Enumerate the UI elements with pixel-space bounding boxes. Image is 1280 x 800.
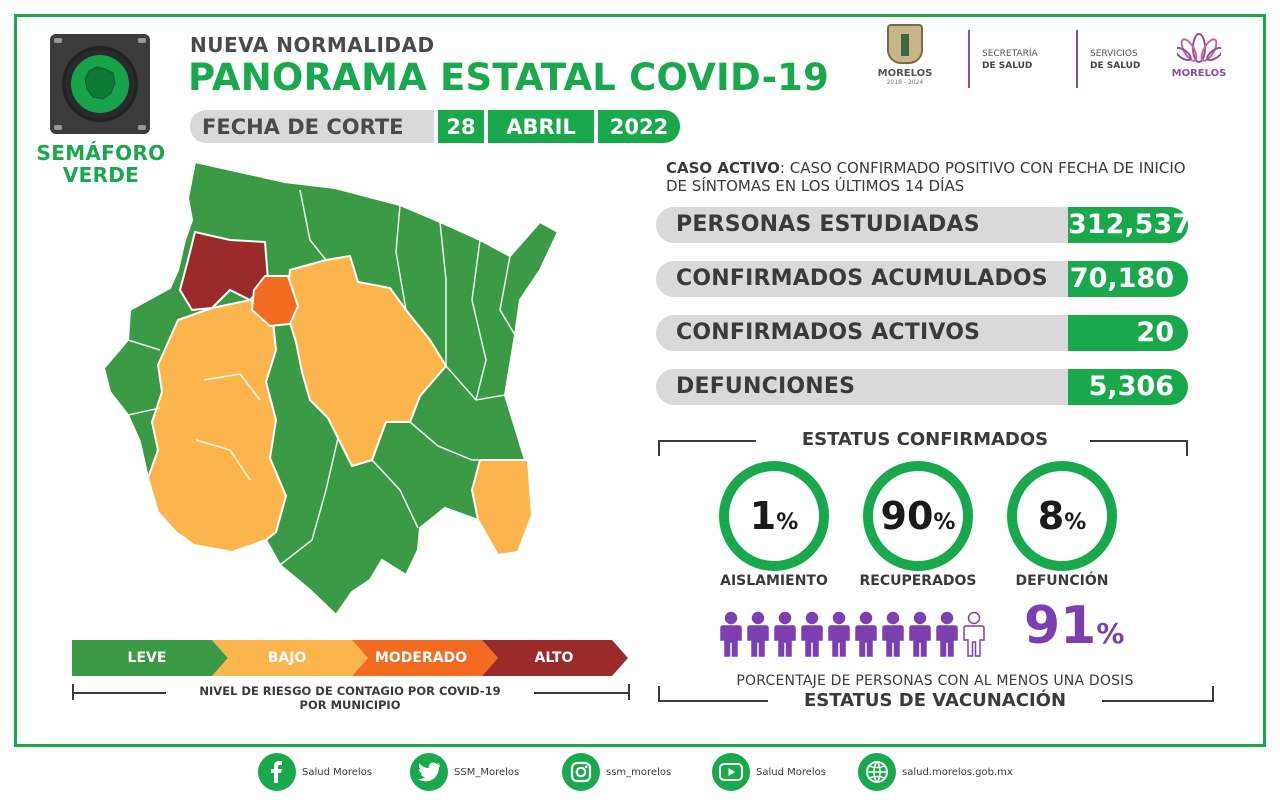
person-vaccinated-icon: [775, 613, 795, 657]
date-day: 28: [438, 110, 484, 143]
stat-value: 70,180: [1068, 261, 1188, 297]
footer-facebook[interactable]: Salud Morelos: [258, 752, 372, 792]
map-region-bajo-east: [472, 460, 532, 555]
vaccination-percentage: 91%: [1024, 596, 1125, 656]
stat-value: 312,537: [1068, 207, 1188, 243]
instagram-icon[interactable]: [562, 753, 600, 791]
logo-divider: [968, 30, 970, 88]
stat-confirmados-activos: [656, 315, 1188, 351]
person-vaccinated-icon: [748, 613, 768, 657]
person-vaccinated-icon: [802, 613, 822, 657]
status-title: ESTATUS CONFIRMADOS: [801, 429, 1049, 450]
stat-label: PERSONAS ESTUDIADAS: [676, 212, 980, 237]
stat-label: CONFIRMADOS ACTIVOS: [676, 320, 981, 345]
legend-label-moderado: MODERADO: [374, 650, 468, 666]
stat-confirmados-acumulados: [656, 261, 1188, 297]
footer-instagram[interactable]: ssm_morelos: [562, 752, 671, 792]
legend-label-alto: ALTO: [534, 650, 574, 666]
morelos-government-logo: MORELOS 2018 - 2024: [870, 24, 940, 86]
legend-rule-right: [534, 692, 630, 694]
page-title: PANORAMA ESTATAL COVID-19: [188, 56, 830, 99]
subtitle: NUEVA NORMALIDAD: [190, 33, 435, 57]
vaccination-description: PORCENTAJE DE PERSONAS CON AL MENOS UNA DOSIS: [736, 673, 1134, 689]
legend-label-leve: LEVE: [127, 650, 167, 666]
date-label: FECHA DE CORTE: [190, 110, 434, 143]
ring-defuncion: 8%: [1007, 461, 1117, 571]
semaforo-label: SEMÁFORO VERDE: [36, 141, 166, 187]
person-vaccinated-icon: [721, 613, 741, 657]
servicios-salud-logo: SERVICIOS DE SALUD: [1090, 49, 1141, 71]
status-rule-left: [658, 440, 756, 442]
vaccination-people-icons: [718, 610, 993, 660]
coat-of-arms-icon: [887, 24, 923, 64]
ring-label-recuperados: RECUPERADOS: [859, 573, 977, 589]
person-vaccinated-icon: [937, 613, 957, 657]
person-vaccinated-icon: [856, 613, 876, 657]
ring-aislamiento: 1%: [719, 461, 829, 571]
footer-youtube[interactable]: Salud Morelos: [712, 752, 826, 792]
stat-value: 5,306: [1068, 369, 1188, 405]
date-month: ABRIL: [488, 110, 594, 143]
twitter-icon[interactable]: [410, 753, 448, 791]
legend-caption: NIVEL DE RIESGO DE CONTAGIO POR COVID-19 POR MUNICIPIO: [199, 684, 501, 712]
youtube-icon[interactable]: [712, 753, 750, 791]
morelos-risk-map: [100, 160, 570, 620]
stat-label: DEFUNCIONES: [676, 374, 856, 399]
secretaria-salud-logo: SECRETARÍA DE SALUD: [982, 49, 1038, 71]
morelos-flower-logo: MORELOS: [1168, 26, 1230, 85]
active-case-definition: CASO ACTIVO: CASO CONFIRMADO POSITIVO CON FECHA DE INICIO DE SÍNTOMAS EN LOS ÚLTIMOS 14 DÍAS: [666, 159, 1186, 195]
stat-label: CONFIRMADOS ACUMULADOS: [676, 266, 1048, 291]
status-rule-right: [1090, 440, 1188, 442]
logo-divider: [1076, 30, 1078, 88]
legend-rule-left: [72, 692, 166, 694]
vaccination-title: ESTATUS DE VACUNACIÓN: [803, 690, 1067, 711]
stat-value: 20: [1068, 315, 1188, 351]
stat-personas-estudiadas: [656, 207, 1191, 243]
ring-label-aislamiento: AISLAMIENTO: [720, 573, 828, 589]
stat-defunciones: [656, 369, 1188, 405]
cutoff-date-bar: [190, 110, 680, 143]
ring-label-defuncion: DEFUNCIÓN: [1015, 573, 1109, 589]
traffic-light-icon: [50, 34, 150, 134]
facebook-icon[interactable]: [258, 753, 296, 791]
footer-website[interactable]: salud.morelos.gob.mx: [858, 752, 1013, 792]
flower-icon: [1177, 26, 1221, 66]
date-year: 2022: [598, 110, 680, 143]
footer-twitter[interactable]: SSM_Morelos: [410, 752, 519, 792]
globe-icon[interactable]: [858, 753, 896, 791]
person-vaccinated-icon: [883, 613, 903, 657]
legend-label-bajo: BAJO: [267, 650, 307, 666]
ring-recuperados: 90%: [863, 461, 973, 571]
person-vaccinated-icon: [829, 613, 849, 657]
person-unvaccinated-icon: [964, 613, 984, 657]
person-vaccinated-icon: [910, 613, 930, 657]
